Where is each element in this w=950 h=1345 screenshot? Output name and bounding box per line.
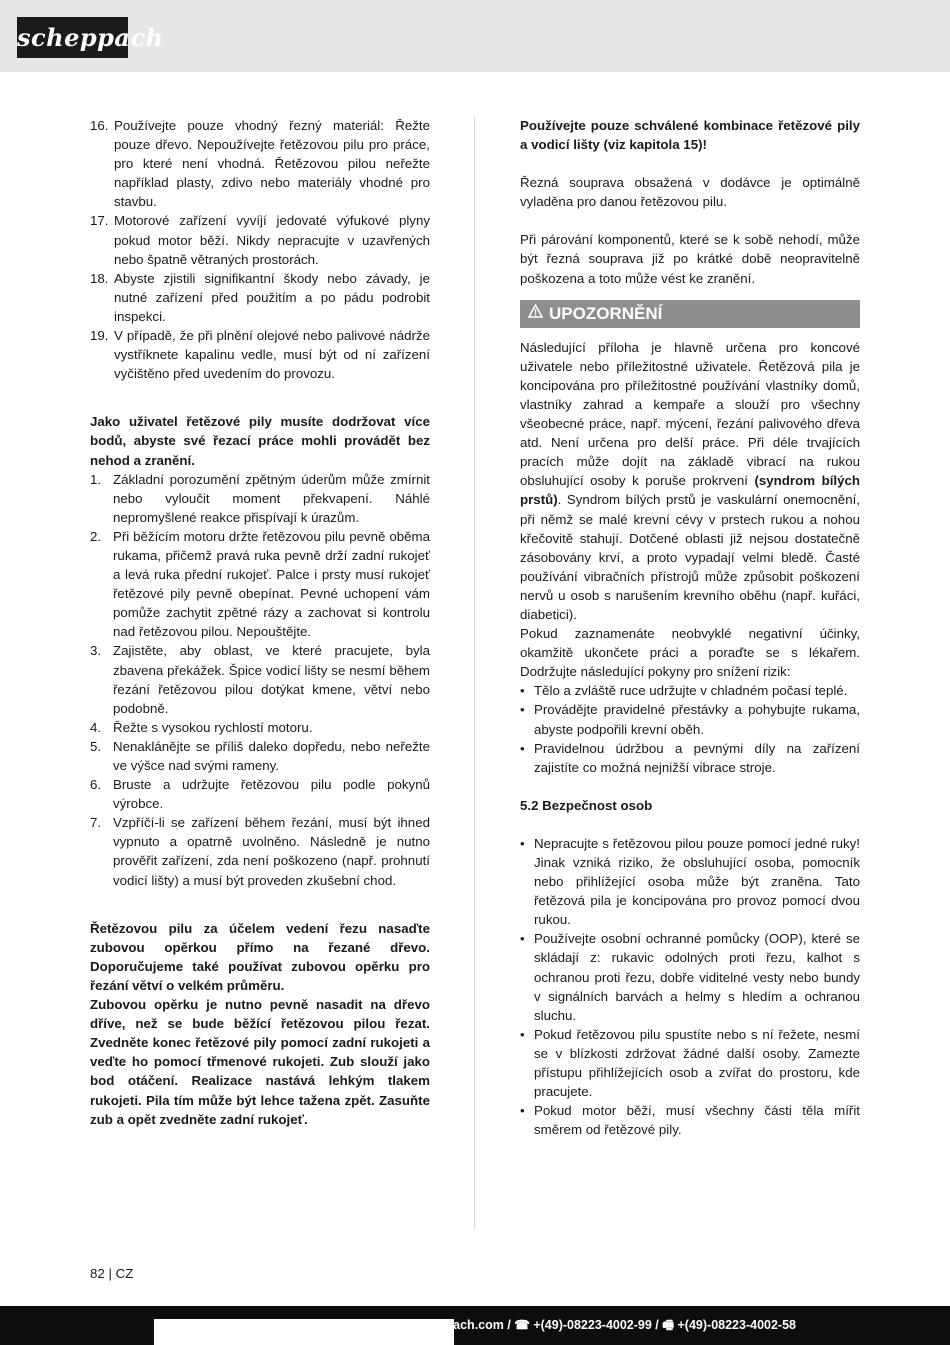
user-instructions-list (90, 470, 430, 890)
list-item: • Tělo a zvláště ruce udržujte v chladném počasí teplé. (520, 683, 848, 699)
list-item: • Pravidelnou údržbou a pevnými díly na zařízení zajistíte co možná nejnižší vibrace stroje. (520, 740, 860, 775)
list-item: 2. Při běžícím motoru držte řetězovou pilu pevně oběma rukama, přičemž pravá ruka pevně drží zadní rukojeť a levá ruka přední rukojeť. Palce i prsty musí rukojeť řetězové pily pevně obepínat. Pevné uchopení vám pomůže zachytit zpětné rázy a zachovat si kontrolu nad řetězovou pilou. Nepouštějte. (90, 528, 430, 640)
warning-title: UPOZORNĚNÍ (549, 303, 663, 323)
list-item: • Nepracujte s řetězovou pilou pouze pomocí jedné ruky! Jinak vzniká riziko, že obsluhující osoba, pomocník nebo přihlížející osoba může být zraněna. Tato řetězová pila je koncipována pro provoz pomocí dvou rukou. (520, 835, 860, 928)
list-item: 1. Základní porozumění zpětným úderům může zmírnit nebo vyloučit moment překvapení. Náhlé nepromyšlené reakce přispívají k úrazům. (90, 471, 430, 525)
list-item: 17. Motorové zařízení vyvíjí jedovaté výfukové plyny pokud motor běží. Nikdy nepracujte v uzavřených nebo špatně větraných prostorách. (90, 213, 430, 267)
list-item: • Pokud řetězovou pilu spustíte nebo s ní řežete, nesmí se v blízkosti zdržovat žádné další osoby. Zamezte přístupu přihlížejících osob a zvířat do prostoru, kde pracujete. (520, 1026, 860, 1100)
column-divider (474, 116, 475, 1230)
list-item: 16. Používejte pouze vhodný řezný materiál: Řežte pouze dřevo. Nepoužívejte řetězovou pilu pro práce, pro které není vhodná. Řetězovou pilou neřežte například plasty, zdivo nebo materiály vhodné pro stavbu. (90, 118, 430, 210)
safety-list-16-19 (90, 116, 430, 383)
list-item: • Provádějte pravidelné přestávky a pohybujte rukama, abyste podpořili krevní oběh. (520, 702, 860, 737)
list-item: 5. Nenaklánějte se příliš daleko dopředu, nebo neřežte ve výšce nad svými rameny. (90, 738, 430, 773)
right-column (520, 116, 860, 1139)
list-item: 7. Vzpříčí-li se zařízení během řezání, musí být ihned vypnuto a opatrně uvolněno. Následně je nutno prověřit zařízení, zda není poškozeno (např. prohnutí vodicí lišty) a musí být proveden zkušební chod. (90, 815, 430, 888)
list-item: 4. Řežte s vysokou rychlostí motoru. (90, 719, 313, 735)
risk-reduction-list (520, 681, 860, 776)
scheppach-logo: scheppach (17, 17, 128, 58)
footer-contact: ach.com / ☎ +(49)-08223-4002-99 / 🖷 +(49)-08223-4002-58 (453, 1318, 796, 1332)
unusual-effects-paragraph: Pokud zaznamenáte neobvyklé negativní účinky, okamžitě ukončete práci a poraďte se s lékařem. Dodržujte následující pokyny pro snížení rizik: (520, 626, 860, 680)
user-intro: Jako uživatel řetězové pily musíte dodržovat více bodů, abyste své řezací práce mohli provádět bez nehod a zranění. (90, 414, 430, 468)
bumper-paragraph-2: Zubovou opěrku je nutno pevně nasadit na dřevo dříve, než se bude běžící řetězovou pilou řezat. Zvedněte konec řetězové pily pomocí zadní rukojeti a veďte ho pomocí třmenové rukojeti. Zub slouží jako bod otáčení. Realizace nastává lehkým tlakem rukojeti. Pila tím může být lehce tažena zpět. Zasuňte zub a opět zvedněte zadní rukojeť. (90, 997, 430, 1127)
header-band (0, 0, 950, 72)
section-heading: 5.2 Bezpečnost osob (520, 797, 653, 813)
cutting-set-note: Řezná souprava obsažená v dodávce je optimálně vyladěna pro danou řetězovou pilu. (520, 175, 860, 210)
list-item: 18. Abyste zjistili signifikantní škody nebo závady, je nutné zařízení před použitím a po pádu podrobit inspekci. (90, 270, 430, 324)
approved-combination-note: Používejte pouze schválené kombinace řetězové pily a vodicí lišty (viz kapitola 15)! (520, 118, 860, 153)
warning-triangle-icon (528, 299, 543, 327)
list-item: 3. Zajistěte, aby oblast, ve které pracujete, byla zbavena překážek. Špice vodicí lišty se nesmí během řezání řetězovou pilou dotýkat kmene, větví nebo podobně. (90, 643, 430, 716)
footer-white-patch (154, 1319, 454, 1345)
pairing-note: Při párování komponentů, které se k sobě nehodí, může být řezná souprava již po krátké době neopravitelně poškozena a toto může vést ke zranění. (520, 232, 860, 286)
bumper-paragraph-1: Řetězovou pilu za účelem vedení řezu nasaďte zubovou opěrkou přímo na řezané dřevo. Doporučujeme také používat zubovou opěrku pro řezání větví o velkém průměru. (90, 920, 430, 993)
page-number: 82 | CZ (90, 1266, 134, 1281)
appendix-paragraph: Následující příloha je hlavně určena pro koncové uživatele nebo příležitostné uživatele. Řetězová pila je koncipována pro příležitostné používání vlastníky domů, vlastníky zahrad a kempaře a slouží pro všechny všeobecné práce, např. mýcení, řezání palivového dřeva atd. Není určena pro delší práce. Při déle trvajících pracích může dojít na základě vibrací na rukou obsluhující osoby k poruše prokrvení (syndrom bílých prstů). Syndrom bílých prstů je vaskulární onemocnění, při němž se malé krevní cévy v prstech rukou a nohou křečovitě stahují. Dotčené oblasti již nejsou dostatečně zásobovány krví, a proto vypadají velmi bledě. Časté používání vibračních přístrojů může způsobit poškození nervů u osob s narušením krevního oběhu (např. kuřáci, diabetici). (520, 339, 860, 622)
list-item: 6. Bruste a udržujte řetězovou pilu podle pokynů výrobce. (90, 777, 430, 812)
list-item: 19. V případě, že při plnění olejové nebo palivové nádrže vystříknete kapalinu vedle, musí být od ní zařízení vyčištěno před uvedením do provozu. (90, 328, 430, 382)
footer-bar (0, 1306, 950, 1345)
list-item: • Pokud motor běží, musí všechny části těla mířit směrem od řetězové pily. (520, 1103, 860, 1138)
warning-banner (520, 300, 860, 328)
list-item: • Používejte osobní ochranné pomůcky (OOP), které se skládají z: rukavic odolných proti řezu, kalhot s ochranou proti řezu, dobře viditelné vesty nebo bundy v signálních barvách a helmy s hledím a ochranou sluchu. (520, 931, 860, 1023)
left-column (90, 116, 430, 1129)
personal-safety-list (520, 834, 860, 1140)
